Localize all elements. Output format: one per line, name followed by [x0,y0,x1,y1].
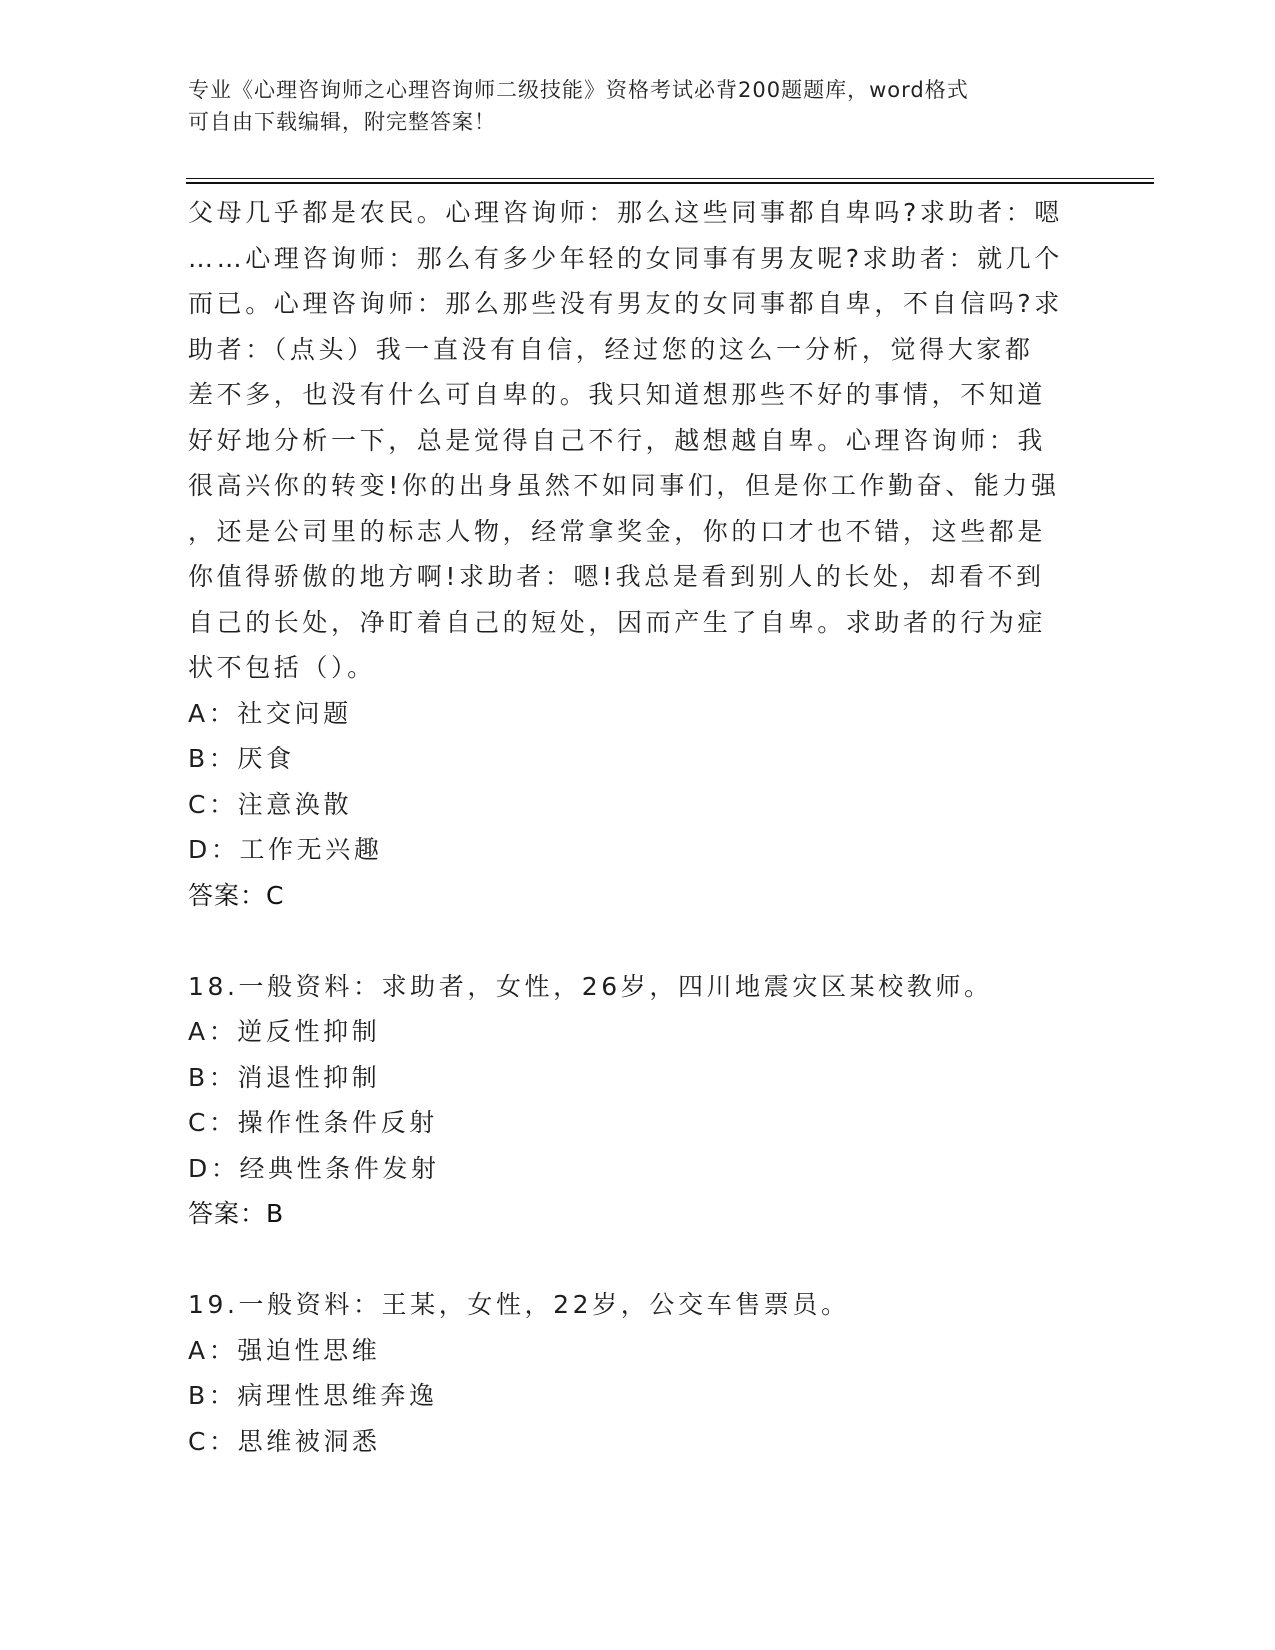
question-18 [188,964,1088,1237]
question-17-stem-line: ，还是公司里的标志人物，经常拿奖金，你的口才也不错，这些都是 [188,516,1047,546]
question-17-option-c: C：注意涣散 [188,789,353,819]
question-19-option-a: A：强迫性思维 [188,1335,381,1365]
header-divider-thin [186,178,1154,179]
question-18-option-a: A：逆反性抑制 [188,1017,381,1046]
question-19-stem: 19.一般资料：王某，女性，22岁，公交车售票员。 [188,1290,850,1319]
question-17-stem-line: 父母几乎都是农民。心理咨询师：那么这些同事都自卑吗?求助者：嗯 [188,198,1063,227]
question-17-stem-line: 差不多，也没有什么可自卑的。我只知道想那些不好的事情，不知道 [188,380,1047,409]
question-19-option-c: C：思维被洞悉 [188,1426,381,1456]
question-17-stem-line: 而已。心理咨询师：那么那些没有男友的女同事都自卑，不自信吗?求 [188,289,1063,318]
question-17-stem-line: 自己的长处，净盯着自己的短处，因而产生了自卑。求助者的行为症 [188,607,1047,637]
question-17-stem-line: ……心理咨询师：那么有多少年轻的女同事有男友呢?求助者：就几个 [188,243,1063,273]
question-17-option-a: A：社交问题 [188,698,352,728]
question-18-option-d: D：经典性条件发射 [188,1153,440,1183]
header-title-line-2: 可自由下载编辑，附完整答案！ [188,110,496,134]
question-17-stem-line: 很高兴你的转变!你的出身虽然不如同事们，但是你工作勤奋、能力强 [188,471,1060,500]
document-header [188,74,1068,138]
question-17-stem-line: 助者：（点头）我一直没有自信，经过您的这么一分析，觉得大家都 [188,334,1034,364]
question-17-option-d: D：工作无兴趣 [188,835,383,864]
header-title-line-1: 专业《心理咨询师之心理咨询师二级技能》资格考试必背200题题库，word格式 [188,78,969,102]
question-17-answer: 答案：C [188,880,285,910]
question-17-stem-line: 好好地分析一下，总是觉得自己不行，越想越自卑。心理咨询师：我 [188,425,1047,455]
question-18-answer: 答案：B [188,1199,285,1228]
question-18-stem: 18.一般资料：求助者，女性，26岁，四川地震灾区某校教师。 [188,971,993,1001]
question-spacer [188,918,1088,964]
question-18-option-c: C：操作性条件反射 [188,1108,438,1137]
question-18-option-b: B：消退性抑制 [188,1062,381,1092]
header-divider-thick [186,182,1154,184]
question-17 [188,190,1088,918]
question-17-stem-line: 状不包括（）。 [188,653,376,682]
question-17-option-b: B：厌食 [188,744,295,773]
question-19 [188,1282,1088,1464]
question-17-stem-line: 你值得骄傲的地方啊!求助者：嗯!我总是看到别人的长处，却看不到 [188,562,1045,591]
question-spacer [188,1237,1088,1283]
question-19-option-b: B：病理性思维奔逸 [188,1381,438,1410]
question-content [188,190,1088,1464]
